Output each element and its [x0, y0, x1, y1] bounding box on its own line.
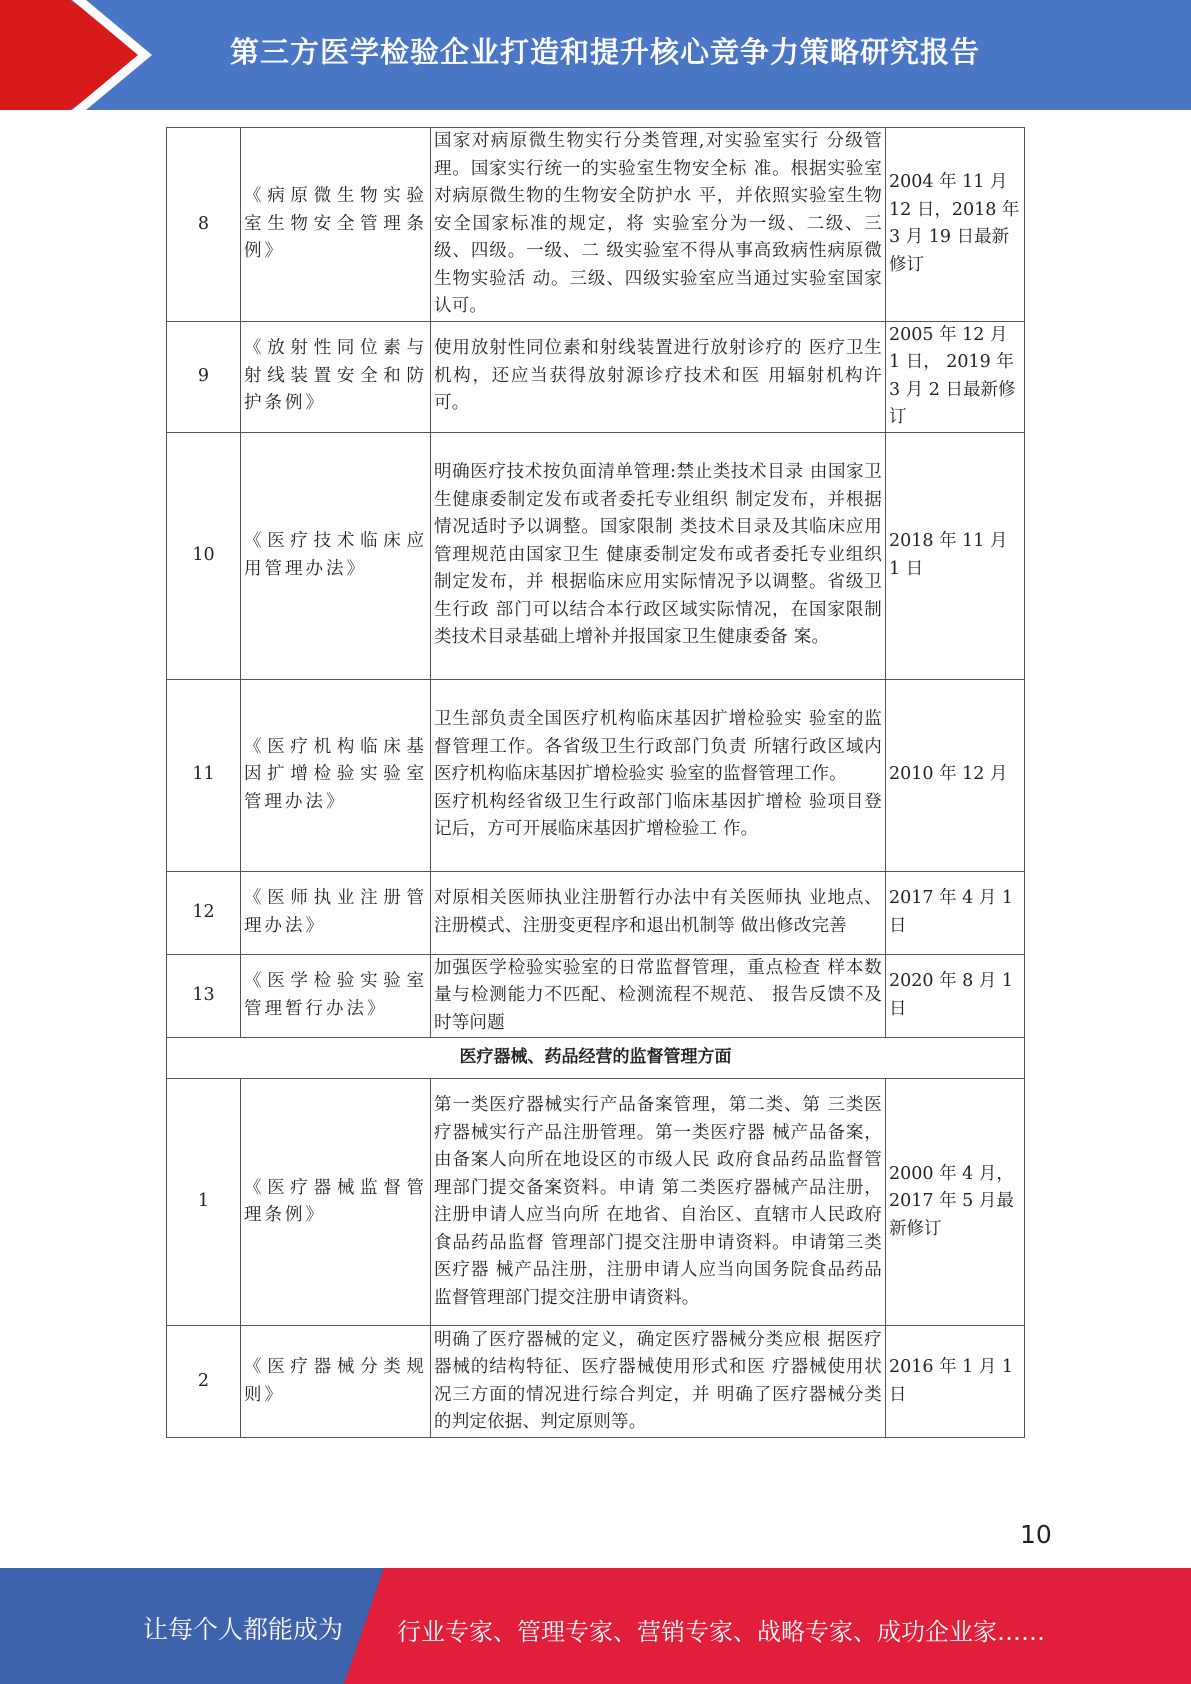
section-header-row: [167, 1038, 1025, 1079]
header-chevron-graphic: [0, 0, 160, 110]
row-number: 13: [167, 954, 241, 1038]
regulation-content: 国家对病原微生物实行分类管理,对实验室实行 分级管理。国家实行统一的实验室生物安全标 准。根据实验室对病原微生物的生物安全防护水 平，并依照实验室生物安全国家标准的规定，将 实验室分为一级、二级、三级、四级。一级、二 级实验室不得从事高致病性病原微生物实验活 动。三级、四级实验室应当通过实验室国家认可。: [431, 128, 886, 322]
regulation-date: 2017 年 4 月 1 日: [886, 871, 1025, 954]
row-number: 11: [167, 679, 241, 871]
table-row: [167, 1079, 1025, 1326]
row-number: 10: [167, 432, 241, 679]
report-title: 第三方医学检验企业打造和提升核心竞争力策略研究报告: [230, 35, 981, 69]
regulation-content: 对原相关医师执业注册暂行办法中有关医师执 业地点、注册模式、注册变更程序和退出机制等 做出修改完善: [431, 871, 886, 954]
regulation-name: 《病原微生物实验室生物安全管理条例》: [241, 128, 431, 322]
regulation-content: 明确了医疗器械的定义，确定医疗器械分类应根 据医疗器械的结构特征、医疗器械使用形式和医 疗器械使用状况三方面的情况进行综合判定，并 明确了医疗器械分类的判定依据、判定原则等。: [431, 1326, 886, 1438]
regulation-content: 第一类医疗器械实行产品备案管理，第二类、第 三类医疗器械实行产品注册管理。第一类医疗器 械产品备案，由备案人向所在地设区的市级人民 政府食品药品监督管理部门提交备案资料。申请 第二类医疗器械产品注册，注册申请人应当向所 在地省、自治区、直辖市人民政府食品药品监督 管理部门提交注册申请资料。申请第三类医疗器 械产品注册，注册申请人应当向国务院食品药品 监督管理部门提交注册申请资料。: [431, 1079, 886, 1326]
row-number: 2: [167, 1326, 241, 1438]
table-row: [167, 321, 1025, 432]
regulation-name: 《医疗器械分类规则》: [241, 1326, 431, 1438]
table-row: [167, 128, 1025, 322]
regulation-date: 2010 年 12 月: [886, 679, 1025, 871]
section-title: 医疗器械、药品经营的监督管理方面: [167, 1038, 1025, 1079]
regulation-date: 2016 年 1 月 1 日: [886, 1326, 1025, 1438]
table-row: [167, 871, 1025, 954]
row-number: 9: [167, 321, 241, 432]
regulation-name: 《医学检验实验室管理暂行办法》: [241, 954, 431, 1038]
regulation-date: 2005 年 12 月 1 日， 2019 年 3 月 2 日最新修订: [886, 321, 1025, 432]
regulation-name: 《医师执业注册管理办法》: [241, 871, 431, 954]
footer-slogan-left: 让每个人都能成为: [143, 1615, 344, 1644]
regulation-name: 《医疗机构临床基因扩增检验实验室管理办法》: [241, 679, 431, 871]
table-row: [167, 432, 1025, 679]
regulation-content: 加强医学检验实验室的日常监督管理，重点检查 样本数量与检测能力不匹配、检测流程不规范、 报告反馈不及时等问题: [431, 954, 886, 1038]
regulation-name: 《医疗技术临床应用管理办法》: [241, 432, 431, 679]
footer-slogan-right: 行业专家、管理专家、营销专家、战略专家、成功企业家……: [397, 1618, 1045, 1646]
regulation-content: 明确医疗技术按负面清单管理:禁止类技术目录 由国家卫生健康委制定发布或者委托专业组织 制定发布，并根据情况适时予以调整。国家限制 类技术目录及其临床应用管理规范由国家卫生 健康委制定发布或者委托专业组织制定发布，并 根据临床应用实际情况予以调整。省级卫生行政 部门可以结合本行政区域实际情况，在国家限制 类技术目录基础上增补并报国家卫生健康委备 案。: [431, 432, 886, 679]
row-number: 8: [167, 128, 241, 322]
regulation-date: 2000 年 4 月，2017 年 5 月最新修订: [886, 1079, 1025, 1326]
row-number: 12: [167, 871, 241, 954]
table-row: [167, 679, 1025, 871]
regulation-content: 卫生部负责全国医疗机构临床基因扩增检验实 验室的监督管理工作。各省级卫生行政部门负责 所辖行政区域内医疗机构临床基因扩增检验实 验室的监督管理工作。 医疗机构经省级卫生行政部门临床基因扩增检 验项目登记后，方可开展临床基因扩增检验工 作。: [431, 679, 886, 871]
regulation-name: 《医疗器械监督管理条例》: [241, 1079, 431, 1326]
table-row: [167, 1326, 1025, 1438]
regulation-date: 2020 年 8 月 1 日: [886, 954, 1025, 1038]
regulation-date: 2018 年 11 月 1 日: [886, 432, 1025, 679]
page-number: 10: [1020, 1520, 1052, 1549]
regulation-content: 使用放射性同位素和射线装置进行放射诊疗的 医疗卫生机构，还应当获得放射源诊疗技术和医 用辐射机构许可。: [431, 321, 886, 432]
page-footer: [0, 1568, 1191, 1684]
page-header: [0, 0, 1191, 110]
table-row: [167, 954, 1025, 1038]
row-number: 1: [167, 1079, 241, 1326]
regulation-name: 《放射性同位素与射线装置安全和防护条例》: [241, 321, 431, 432]
regulation-date: 2004 年 11 月 12 日，2018 年 3 月 19 日最新修订: [886, 128, 1025, 322]
regulations-table: [166, 127, 1025, 1438]
